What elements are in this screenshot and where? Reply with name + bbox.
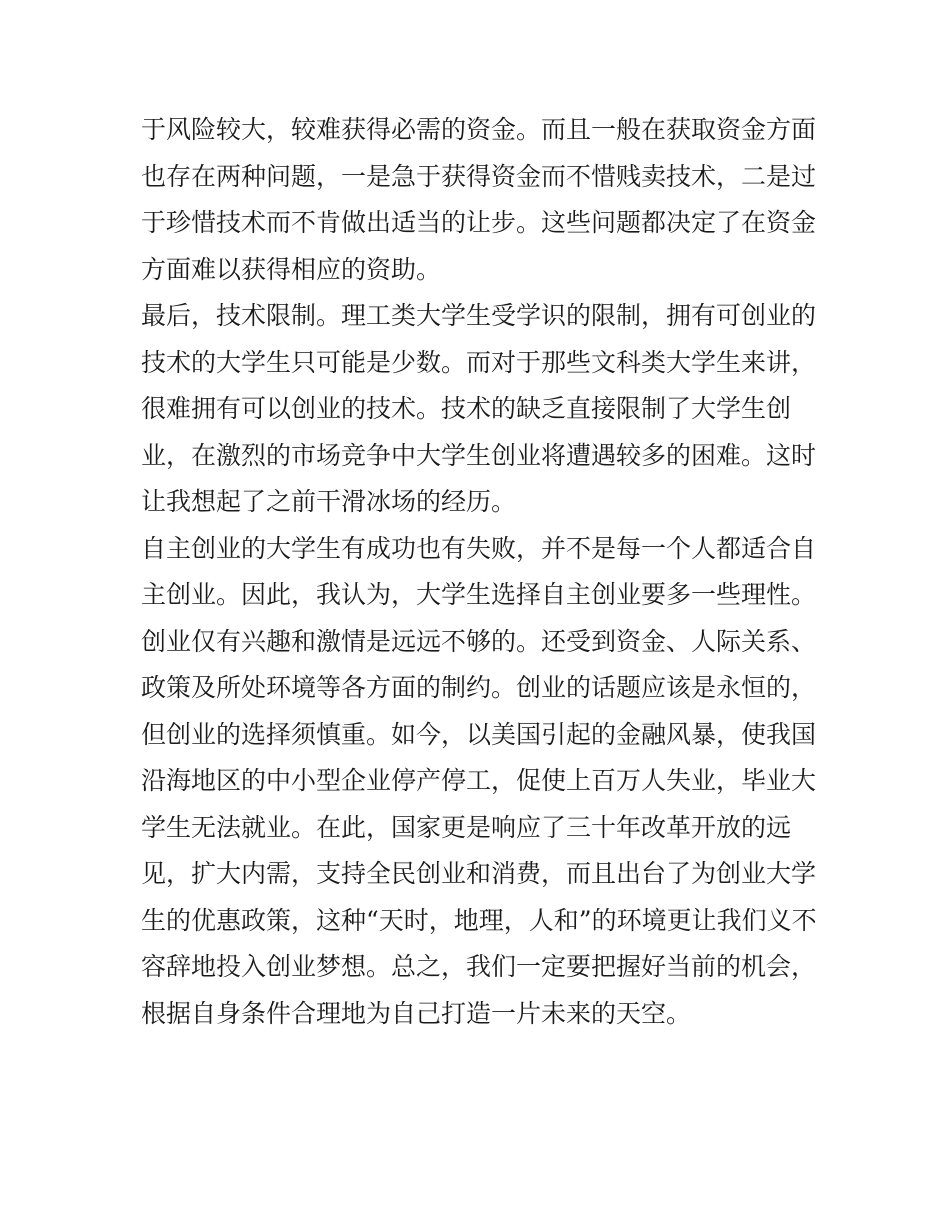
text-line: 技术的大学生只可能是少数。而对于那些文科类大学生来讲， xyxy=(141,347,817,377)
text-line: 最后，技术限制。理工类大学生受学识的限制，拥有可创业的 xyxy=(141,301,817,330)
text-line: 政策及所处环境等各方面的制约。创业的话题应该是永恒的， xyxy=(141,673,817,702)
text-line: 容辞地投入创业梦想。总之，我们一定要把握好当前的机会， xyxy=(141,952,817,981)
text-line: 见，扩大内需，支持全民创业和消费，而且出台了为创业大学 xyxy=(141,859,817,888)
text-line: 创业仅有兴趣和激情是远远不够的。还受到资金、人际关系、 xyxy=(141,626,817,656)
text-line: 学生无法就业。在此，国家更是响应了三十年改革开放的远 xyxy=(141,812,792,842)
body-text xyxy=(141,107,821,1037)
text-line: 沿海地区的中小型企业停产停工，促使上百万人失业，毕业大 xyxy=(141,766,817,795)
text-line: 也存在两种问题，一是急于获得资金而不惜贱卖技术，二是过 xyxy=(141,161,817,191)
text-line: 主创业。因此，我认为，大学生选择自主创业要多一些理性。 xyxy=(141,580,817,609)
text-line: 生的优惠政策，这种“天时，地理，人和”的环境更让我们义不 xyxy=(141,905,817,935)
text-line: 但创业的选择须慎重。如今，以美国引起的金融风暴，使我国 xyxy=(141,719,817,749)
text-line: 于风险较大，较难获得必需的资金。而且一般在获取资金方面 xyxy=(141,115,817,144)
text-line: 方面难以获得相应的资助。 xyxy=(141,254,442,284)
text-line: 于珍惜技术而不肯做出适当的让步。这些问题都决定了在资金 xyxy=(141,208,817,237)
text-line: 根据自身条件合理地为自己打造一片未来的天空。 xyxy=(141,998,692,1028)
text-line: 让我想起了之前干滑冰场的经历。 xyxy=(141,487,517,516)
text-line: 很难拥有可以创业的技术。技术的缺乏直接限制了大学生创 xyxy=(141,394,792,423)
text-line: 自主创业的大学生有成功也有失败，并不是每一个人都适合自 xyxy=(141,533,817,563)
text-line: 业，在激烈的市场竞争中大学生创业将遭遇较多的困难。这时 xyxy=(141,440,817,470)
